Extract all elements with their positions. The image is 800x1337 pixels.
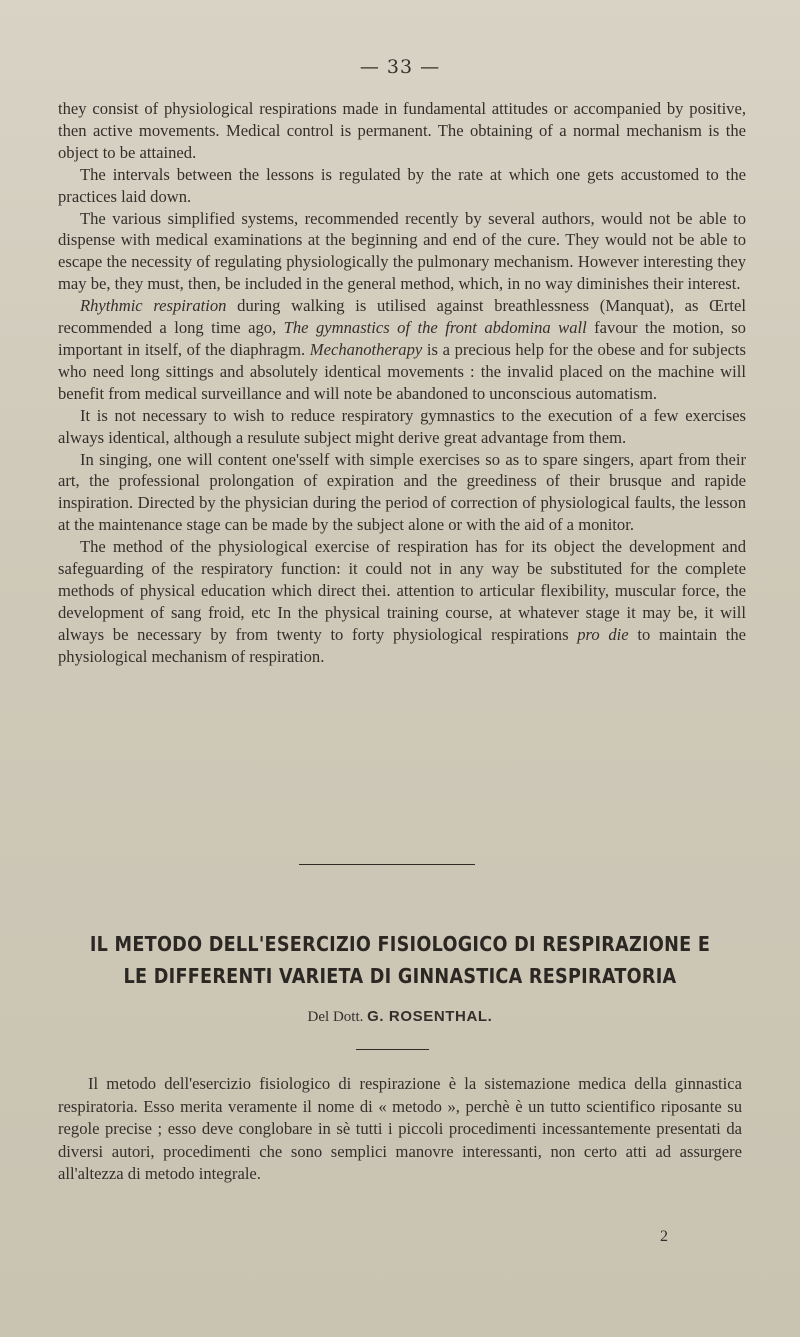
italic-phrase: Mechanotherapy — [309, 339, 423, 359]
body-paragraph — [58, 164, 746, 208]
italic-phrase: The gymnastics of the front abdomina wall — [283, 318, 587, 338]
text-run: they consist of physiological respirations made in fundamental attitudes or accompanied by positive, then active movements. Medical control is permanent. The obtaining of a normal mechanism is the object to be attained. — [58, 99, 746, 162]
article-byline — [0, 1008, 800, 1026]
body-paragraph — [58, 295, 746, 405]
article-title — [73, 928, 727, 992]
text-run: The various simplified systems, recommended recently by several authors, would not be able to dispense with medical examinations at the beginning and end of the cure. They would not be able to escape the necessity of regulating physiologically the pulmonary mechanism. However interesting they may be, they must, then, be included in the general method, which, in no way diminishes their interest. — [58, 208, 746, 294]
text-run: The intervals between the lessons is regulated by the rate at which one gets accustomed to the practices laid down. — [58, 164, 746, 206]
text-run: It is not necessary to wish to reduce respiratory gymnastics to the execution of a few exercises always identical, although a resulute subject might derive great advantage from them. — [58, 405, 746, 447]
english-body-text — [58, 98, 746, 668]
body-paragraph — [58, 208, 746, 296]
text-run: is a precious help for the obese and for subjects who need long sittings and absolutely identical movements : the invalid placed on the machine will benefit from medical surveillance and will note be abandoned to unconscious automatism. — [58, 339, 746, 403]
body-paragraph — [58, 536, 746, 667]
article-title-line-2: LE DIFFERENTI VARIETA DI GINNASTICA RESPIRATORIA — [123, 964, 677, 988]
article-title-line-1: IL METODO DELL'ESERCIZIO FISIOLOGICO DI RESPIRAZIONE E — [89, 932, 711, 956]
italic-phrase: pro die — [577, 624, 629, 644]
text-run: to maintain the physiological mechanism of respiration. — [58, 624, 747, 666]
section-divider — [299, 864, 475, 865]
text-run: favour the motion, so important in itself, of the diaphragm. — [58, 318, 746, 359]
author-name: G. ROSENTHAL. — [367, 1008, 493, 1025]
page-number: — 33 — — [359, 56, 441, 78]
body-paragraph — [58, 449, 746, 537]
italic-phrase: Rhythmic respiration — [80, 296, 227, 316]
body-paragraph — [58, 405, 746, 449]
italian-body-text — [58, 1073, 742, 1186]
body-paragraph — [58, 98, 746, 164]
italian-paragraph: Il metodo dell'esercizio fisiologico di respirazione è la sistemazione medica della ginnastica respiratoria. Esso merita veramente il nome di « metodo », perchè è un tutto scientifico riposante su regole precise ; esso deve conglobare in sè tutti i piccoli procedimenti incessantemente presentati da diversi autori, procedimenti che sono semplici manovre interessanti, non certo atti ad assurgere all'altezza di metodo integrale. — [58, 1074, 742, 1184]
byline-divider — [356, 1049, 429, 1050]
signature-mark: 2 — [660, 1228, 668, 1245]
text-run: during walking is utilised against breathlessness (Manquat), as Œrtel recommended a long time ago, — [58, 296, 747, 338]
text-run: The method of the physiological exercise of respiration has for its object the development and safeguarding of the respiratory function: it could not in any way be substituted for the complete methods of physical education which direct thei. attention to articular flexibility, muscular force, the development of sang froid, etc In the physical training course, at whatever stage it may be, it will always be necessary by from twenty to forty physiological respirations — [58, 537, 746, 644]
text-run: In singing, one will content one'sself with simple exercises so as to spare singers, apart from their art, the professional prolongation of expiration and the greediness of their brusque and rapide inspiration. Directed by the physician during the period of correction of physiological faults, the lesson at the maintenance stage can be made by the subject alone or with the aid of a monitor. — [58, 449, 746, 535]
byline-prefix: Del Dott. — [307, 1009, 364, 1025]
